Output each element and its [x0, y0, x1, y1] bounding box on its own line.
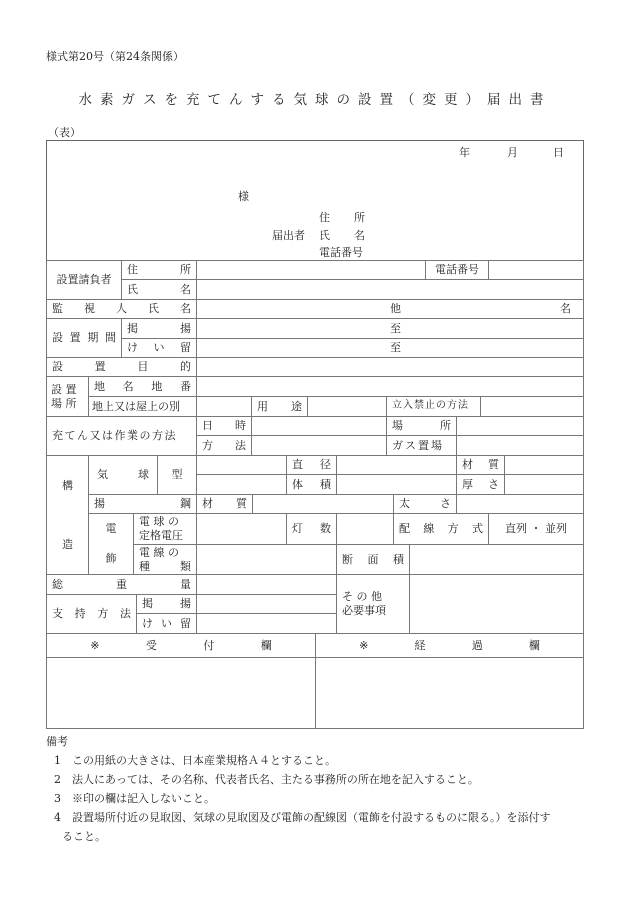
year-label: 年	[459, 146, 470, 159]
balloon-material-input[interactable]	[504, 455, 584, 475]
use-label: 用 途	[251, 396, 308, 417]
note-item: 2 法人にあっては、その名称、代表者氏名、主たる事務所の所在地を記入すること。	[54, 773, 479, 786]
restrict-method-label: 立入禁止の方法	[386, 396, 481, 417]
contractor-phone-label: 電話番号	[425, 260, 489, 280]
location-lot-input[interactable]	[196, 376, 584, 397]
form-number: 様式第20号（第24条関係）	[46, 50, 184, 63]
note-item: 3 ※印の欄は記入しないこと。	[54, 792, 215, 805]
place-label: 場 所	[386, 416, 457, 436]
diameter-input[interactable]	[336, 455, 457, 475]
notifier-name-label-2: 名	[354, 229, 365, 242]
filling-method-label: 充てん又は作業の方法	[46, 416, 197, 456]
method-label: 方 法	[196, 435, 252, 456]
cable-thickness-label: 太 さ	[393, 494, 457, 514]
progress-header: ※ 経 過 欄	[315, 633, 584, 658]
support-method-label: 支 持 方 法	[46, 594, 137, 634]
addressee-suffix: 様	[238, 190, 249, 203]
location-lot-label: 地 名 地 番	[88, 376, 197, 397]
thickness-input[interactable]	[504, 474, 584, 495]
structure-label: 構 造	[46, 455, 89, 575]
supervisor-label: 監 視 人 氏 名	[46, 299, 197, 319]
cable-label: 揚 鋼	[88, 494, 197, 514]
other-requirements-label: そ の 他 必要事項	[336, 574, 410, 634]
use-input[interactable]	[307, 396, 387, 417]
notes	[46, 732, 551, 846]
volume-label: 体 積	[286, 474, 337, 495]
type-input-2[interactable]	[196, 474, 287, 495]
lamp-count-label: 灯 数	[286, 513, 337, 545]
supervisor-count-unit: 名	[560, 302, 571, 316]
purpose-label: 設 置 目 的	[46, 357, 197, 377]
decoration-label: 電 飾	[88, 513, 134, 575]
type-input[interactable]	[196, 455, 287, 475]
thickness-label: 厚 さ	[456, 474, 505, 495]
total-weight-input[interactable]	[196, 574, 337, 595]
bulb-voltage-input[interactable]	[196, 513, 287, 545]
gas-storage-label: ガス置場	[386, 435, 457, 456]
cross-section-label: 断 面 積	[336, 544, 410, 575]
period-label: 設 置 期 間	[46, 318, 122, 358]
period-raise-label: 掲 揚	[121, 318, 197, 339]
until-label: 至	[390, 321, 401, 335]
support-raise-input[interactable]	[196, 594, 337, 614]
restrict-method-input[interactable]	[480, 396, 584, 417]
notes-title: 備考	[46, 735, 68, 748]
side-label: （表）	[48, 126, 81, 139]
contractor-name-input[interactable]	[196, 279, 584, 300]
notifier-label: 届出者	[272, 229, 305, 242]
wire-type-input[interactable]	[196, 544, 337, 575]
balloon-label: 気 球	[88, 455, 158, 495]
other-requirements-input[interactable]	[409, 574, 584, 634]
cable-thickness-input[interactable]	[456, 494, 584, 514]
wiring-label: 配 線 方 式	[393, 513, 489, 545]
notifier-address-label-2: 所	[354, 211, 365, 224]
reception-header: ※ 受 付 欄	[46, 633, 316, 658]
cable-material-label: 材 質	[196, 494, 253, 514]
volume-input[interactable]	[336, 474, 457, 495]
balloon-material-label: 材 質	[456, 455, 505, 475]
supervisor-other-label: 他	[390, 302, 401, 316]
reception-area	[46, 657, 316, 729]
ground-roof-input[interactable]	[196, 396, 252, 417]
wiring-option[interactable]: 直列 ・ 並列	[488, 513, 584, 545]
contractor-name-label: 氏 名	[121, 279, 197, 300]
purpose-input[interactable]	[196, 357, 584, 377]
month-label: 月	[507, 146, 518, 159]
note-item-continuation: ること。	[62, 830, 106, 843]
gas-storage-input[interactable]	[456, 435, 584, 456]
page-title: 水素ガスを充てんする気球の設置（変更）届出書	[78, 92, 552, 108]
until-label-2: 至	[390, 341, 401, 355]
period-raise-input[interactable]	[196, 318, 584, 339]
support-raise-label: 掲 揚	[136, 594, 197, 614]
datetime-input[interactable]	[251, 416, 387, 436]
method-input[interactable]	[251, 435, 387, 456]
period-moor-input[interactable]	[196, 338, 584, 358]
period-moor-label: け い 留	[121, 338, 197, 358]
contractor-phone-input[interactable]	[488, 260, 584, 280]
progress-area	[315, 657, 584, 729]
notifier-name-label: 氏	[319, 229, 330, 242]
cross-section-input[interactable]	[409, 544, 584, 575]
bulb-voltage-label: 電 球 の 定格電圧	[133, 513, 197, 545]
note-item: 1 この用紙の大きさは、日本産業規格Ａ４とすること。	[54, 754, 336, 767]
diameter-label: 直 径	[286, 455, 337, 475]
contractor-label: 設置請負者	[46, 260, 122, 300]
location-label: 設 置 場 所	[46, 376, 89, 417]
support-moor-input[interactable]	[196, 613, 337, 634]
support-moor-label: け い 留	[136, 613, 197, 634]
cable-material-input[interactable]	[252, 494, 394, 514]
supervisor-name-input[interactable]	[196, 299, 584, 319]
type-label: 型	[157, 455, 197, 495]
total-weight-label: 総 重 量	[46, 574, 197, 595]
note-item: 4 設置場所付近の見取図、気球の見取図及び電飾の配線図（電飾を付設するものに限る。）を添付す	[54, 811, 551, 824]
contractor-address-label: 住 所	[121, 260, 197, 280]
ground-roof-label: 地上又は屋上の別	[88, 396, 197, 417]
day-label: 日	[553, 146, 564, 159]
lamp-count-input[interactable]	[336, 513, 394, 545]
notifier-phone-label: 電話番号	[319, 246, 363, 259]
notifier-address-label: 住	[319, 211, 330, 224]
wire-type-label: 電 線 の 種 類	[133, 544, 197, 575]
contractor-address-input[interactable]	[196, 260, 426, 280]
place-input[interactable]	[456, 416, 584, 436]
datetime-label: 日 時	[196, 416, 252, 436]
